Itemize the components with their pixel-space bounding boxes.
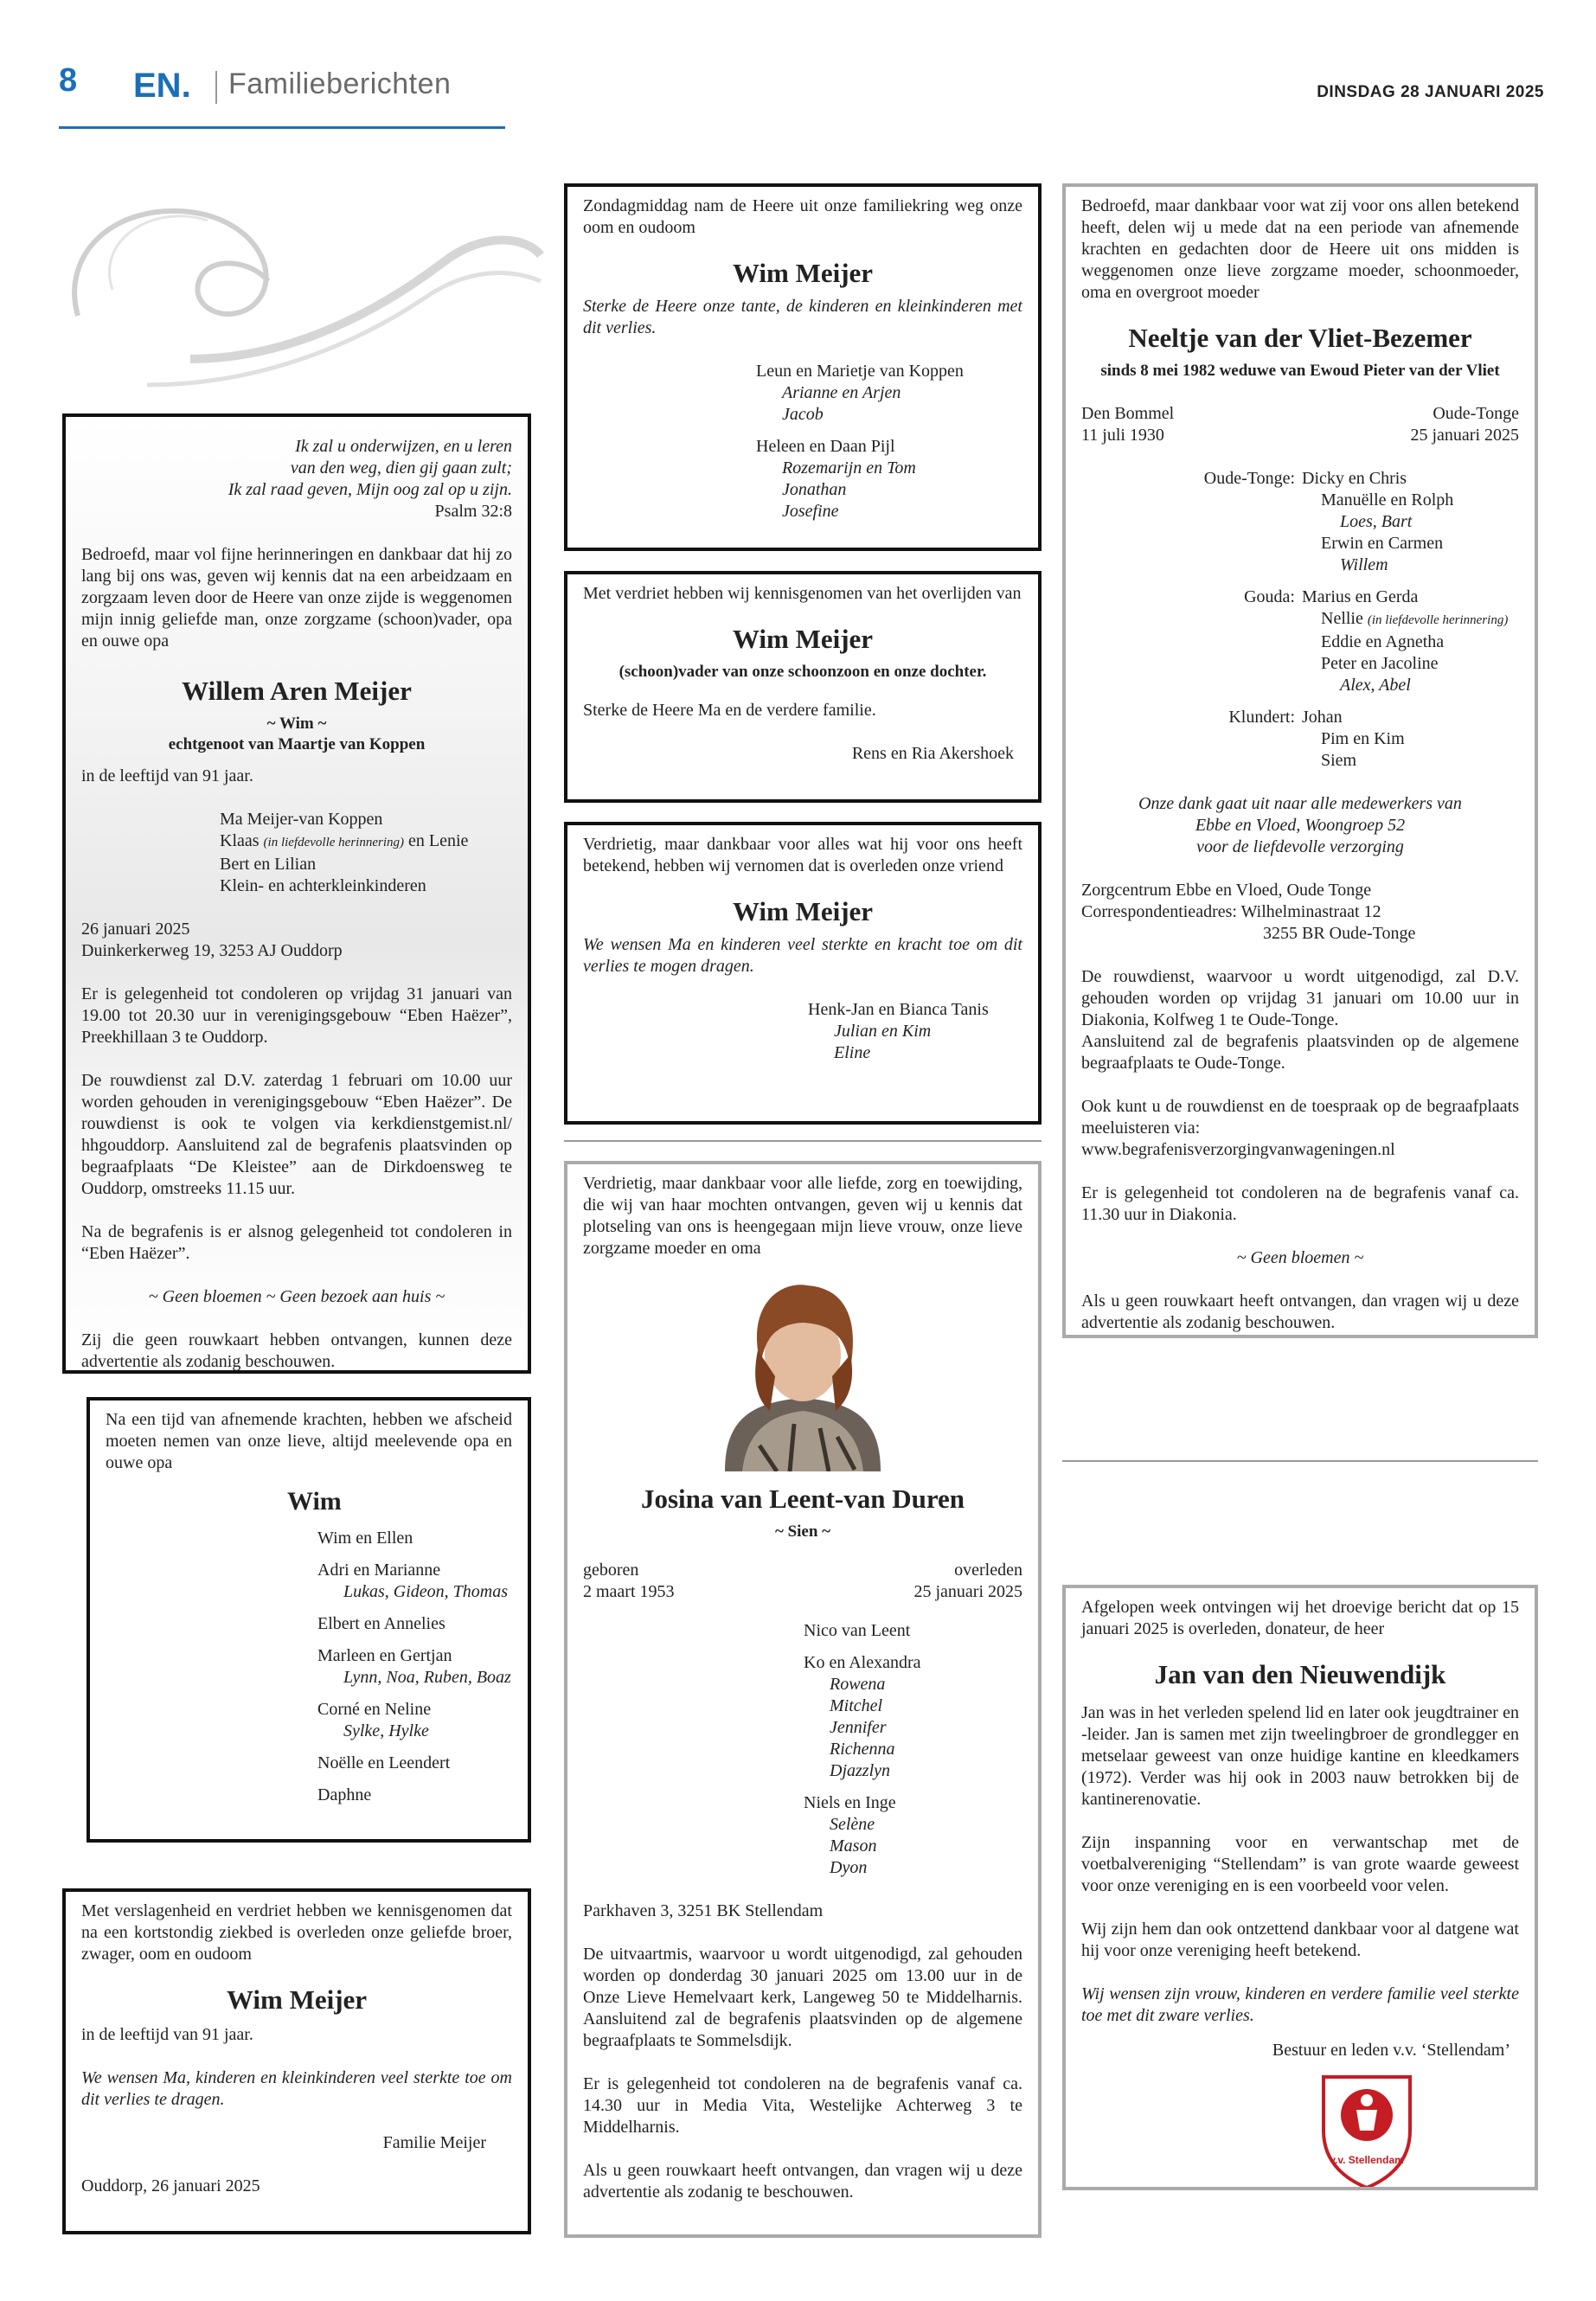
- parents: Corné en Neline: [317, 1700, 432, 1719]
- intro-text: Met verdriet hebben wij kennisgenomen van het overlijden van: [583, 584, 1022, 603]
- closing-text: Zij die geen rouwkaart hebben ontvangen, kunnen deze advertentie als zodanig beschouwen.: [81, 1330, 512, 1371]
- widow-line: sinds 8 mei 1982 weduwe van Ewoud Pieter van der Vliet: [1100, 362, 1500, 380]
- family-group: [317, 1753, 512, 1774]
- kid: Eline: [834, 1043, 871, 1062]
- psalm-line: van den weg, dien gij gaan zult;: [290, 458, 512, 478]
- paragraph: Zijn inspanning voor en verwantschap met de voetbalvereniging “Stellendam” is van grote waarde geweest voor onze vereniging en is een voorbeeld voor velen.: [1081, 1833, 1519, 1895]
- family-name: Klaas: [220, 831, 260, 850]
- family-line: Marius en Gerda: [1302, 587, 1419, 606]
- intro-text: Verdrietig, maar dankbaar voor alles wat hij voor ons heeft betekend, hebben wij vernomen dat is overleden onze vriend: [583, 835, 1022, 875]
- wish-text: We wensen Ma en kinderen veel sterkte en kracht toe om dit verlies te mogen dragen.: [583, 935, 1022, 976]
- kid: Selène: [830, 1815, 875, 1834]
- born-date: 2 maart 1953: [583, 1582, 675, 1601]
- died-label: overleden: [954, 1561, 1022, 1580]
- swirl-ornament: [61, 186, 545, 394]
- nickname: ~ Wim ~: [266, 715, 327, 733]
- obituary-josina-van-leent: [564, 1161, 1042, 2238]
- intro-text: Met verslagenheid en verdriet hebben we kennisgenomen dat na een kortstondig ziekbed is overleden onze geliefde broer, zwager, oom en oudoom: [81, 1901, 512, 1964]
- address-line: Duinkerkerweg 19, 3253 AJ Ouddorp: [81, 941, 343, 960]
- header-rule: [59, 126, 505, 129]
- paragraph: Jan was in het verleden spelend lid en later ook jeugdtrainer en -leider. Jan is samen met zijn tweelingbroer de grondlegger en metselaar geweest van onze huidige kantine en kleedkamers (1972). Verder was hij ook in 2003 nauw betrokken bij de kantinerenovatie.: [1081, 1703, 1519, 1809]
- intro-text: Na een tijd van afnemende krachten, hebben we afscheid moeten nemen van onze lieve, altijd meelevende opa en ouwe opa: [106, 1410, 512, 1472]
- memory-note: (in liefdevolle herinnering): [1367, 613, 1509, 627]
- intro-text: Zondagmiddag nam de Heere uit onze familiekring weg onze oom en oudoom: [583, 196, 1022, 237]
- family-place: Oude-Tonge:: [1203, 469, 1295, 488]
- kid: Julian en Kim: [834, 1022, 932, 1041]
- obituary-willem-aren-meijer: [62, 413, 531, 1374]
- no-flowers: ~ Geen bloemen ~ Geen bezoek aan huis ~: [148, 1287, 445, 1306]
- family-line: [1321, 608, 1519, 631]
- wish-text: Wij wensen zijn vrouw, kinderen en verdere familie veel sterkte toe met dit zware verlies.: [1081, 1984, 1519, 2025]
- service-text: De rouwdienst zal D.V. zaterdag 1 februari om 10.00 uur worden gehouden in verenigingsgebouw “Eben Haëzer”. De rouwdienst is ook te volgen via kerkdienstgemist.nl/ hhgouddorp. Aansluitend zal de begrafenis plaatsvinden op begraafplaats “De Kleistee” aan de Dirkdoensweg te Ouddorp, omstreeks 11.15 uur.: [81, 1071, 512, 1198]
- deceased-name: Josina van Leent-van Duren: [640, 1484, 965, 1514]
- obituary-wim-meijer-tanis: [564, 822, 1042, 1125]
- service-text: De uitvaartmis, waarvoor u wordt uitgenodigd, zal gehouden worden op donderdag 30 januari 2025 om 13.00 uur in de Onze Lieve Hemelvaart kerk, Langeweg 50 te Middelharnis. Aansluitend zal de begrafenis plaatsvinden op de algemene begraafplaats te Sommelsdijk.: [583, 1945, 1022, 2050]
- parents: Adri en Marianne: [317, 1561, 441, 1580]
- parents: Ko en Alexandra: [804, 1653, 921, 1672]
- family-line: Peter en Jacoline: [1321, 654, 1439, 673]
- thanks-line: Ebbe en Vloed, Woongroep 52: [1195, 816, 1406, 835]
- parents: Leun en Marietje van Koppen: [756, 362, 964, 381]
- listen-text: Ook kunt u de rouwdienst en de toespraak op de begraafplaats meeluisteren via:: [1081, 1097, 1519, 1138]
- nickname: ~ Sien ~: [774, 1522, 831, 1541]
- intro-text: Bedroefd, maar vol fijne herinneringen en dankbaar dat hij zo lang bij ons was, geven wij kennis dat na een arbeidzaam en zorgzaam leven door de Heere van onze zijde is weggenomen mijn innig geliefde man, onze zorgzame (schoon)vader, opa en ouwe opa: [81, 545, 512, 651]
- born-label: geboren: [583, 1561, 639, 1580]
- wish-text: Sterke de Heere Ma en de verdere familie.: [583, 701, 876, 720]
- date-line: 26 januari 2025: [81, 920, 190, 939]
- family-line: Johan: [1302, 708, 1343, 727]
- kid: Djazzlyn: [830, 1761, 890, 1780]
- obituary-jan-van-den-nieuwendijk: [1062, 1585, 1538, 2190]
- paragraph: Wij zijn hem dan ook ontzettend dankbaar voor al datgene wat hij voor onze vereniging heeft betekend.: [1081, 1920, 1519, 1960]
- parents: Heleen en Daan Pijl: [756, 437, 895, 456]
- family-line: Alex, Abel: [1340, 676, 1411, 695]
- age-line: in de leeftijd van 91 jaar.: [81, 766, 253, 785]
- family-line: Klein- en achterkleinkinderen: [220, 876, 426, 895]
- portrait-photo: [708, 1272, 898, 1471]
- burial-text: Aansluitend zal de begrafenis plaatsvinden op de algemene begraafplaats te Oude-Tonge.: [1081, 1032, 1519, 1073]
- en-logo-text: EN.: [133, 69, 191, 100]
- family-line: [220, 830, 512, 854]
- kid: Josefine: [782, 502, 839, 521]
- family-group: [317, 1699, 512, 1742]
- club-logo-text: v.v. Stellendam: [1330, 2154, 1404, 2166]
- deceased-name: Wim Meijer: [732, 258, 874, 288]
- deceased-name: Willem Aren Meijer: [182, 676, 412, 706]
- family-name: Nellie: [1321, 609, 1363, 628]
- parents: Elbert en Annelies: [317, 1614, 445, 1633]
- family-group: [317, 1560, 512, 1603]
- place-date: Ouddorp, 26 januari 2025: [81, 2176, 260, 2195]
- obituary-wim-meijer-oom: [564, 183, 1042, 551]
- kid: Richenna: [830, 1740, 895, 1759]
- family-group: [317, 1613, 512, 1635]
- listen-url[interactable]: www.begrafenisverzorgingvanwageningen.nl: [1081, 1140, 1395, 1159]
- condolence-text: Er is gelegenheid tot condoleren na de begrafenis vanaf ca. 14.30 uur in Media Vita, Westelijke Achterweg 3 te Middelharnis.: [583, 2074, 1022, 2137]
- spouse-line: echtgenoot van Maartje van Koppen: [168, 735, 426, 753]
- family-line: Siem: [1321, 751, 1357, 770]
- kid: Rowena: [830, 1675, 886, 1694]
- intro-text: Afgelopen week ontvingen wij het droevige bericht dat op 15 januari 2025 is overleden, donateur, de heer: [1081, 1598, 1519, 1638]
- family-group: [317, 1528, 512, 1549]
- family-group: [317, 1645, 512, 1689]
- intro-text: Verdrietig, maar dankbaar voor alle liefde, zorg en toewijding, die wij van haar mochten ontvangen, geven wij u kennis dat plotseling van ons is heengegaan mijn lieve vrouw, onze lieve zorgzame moeder en oma: [583, 1174, 1022, 1258]
- died-place: Oude-Tonge: [1433, 404, 1519, 423]
- column-rule: [1062, 1460, 1538, 1462]
- thanks-line: Onze dank gaat uit naar alle medewerkers van: [1138, 794, 1462, 813]
- family-line: Willem: [1340, 555, 1388, 574]
- header-separator: [215, 71, 217, 104]
- age-line: in de leeftijd van 91 jaar.: [81, 2025, 253, 2044]
- wish-text: Sterke de Heere onze tante, de kinderen en kleinkinderen met dit verlies.: [583, 297, 1022, 337]
- intro-text: Bedroefd, maar dankbaar voor wat zij voor ons allen betekend heeft, delen wij u mede dat na een periode van afnemende krachten en gedachten door de Heere uit ons midden is weggenomen onze lieve zorgzame moeder, schoonmoeder, oma en overgroot moeder: [1081, 196, 1519, 302]
- service-text: De rouwdienst, waarvoor u wordt uitgenodigd, zal D.V. gehouden worden op vrijdag 31 januari om 10.00 uur in Diakonia, Kolfweg 1 te Oude-Tonge.: [1081, 967, 1519, 1029]
- obituary-wim-meijer-akershoek: [564, 571, 1042, 803]
- psalm-line: Ik zal u onderwijzen, en u leren: [295, 437, 512, 456]
- obituary-wim-meijer-familie: [62, 1888, 531, 2234]
- born-place: Den Bommel: [1081, 404, 1175, 423]
- parents: Nico van Leent: [804, 1621, 911, 1640]
- parents: Wim en Ellen: [317, 1529, 413, 1548]
- deceased-name: Wim Meijer: [226, 1984, 368, 2015]
- kid: Mitchel: [830, 1696, 883, 1715]
- family-place: Gouda:: [1244, 587, 1295, 606]
- kid: Mason: [830, 1836, 877, 1856]
- obituary-wim: [87, 1397, 531, 1843]
- family-line: Manuëlle en Rolph: [1321, 490, 1454, 510]
- psalm-ref: Psalm 32:8: [434, 502, 512, 521]
- deceased-name: Neeltje van der Vliet-Bezemer: [1128, 323, 1472, 353]
- deceased-name: Wim Meijer: [732, 624, 874, 654]
- relation-line: (schoon)vader van onze schoonzoon en onze dochter.: [619, 663, 987, 681]
- parents: Marleen en Gertjan: [317, 1646, 452, 1665]
- family-place: Klundert:: [1228, 708, 1295, 727]
- no-flowers: ~ Geen bloemen ~: [1236, 1248, 1364, 1267]
- psalm-line: Ik zal raad geven, Mijn oog zal op u zijn.: [228, 480, 512, 499]
- deceased-name: Jan van den Nieuwendijk: [1154, 1659, 1446, 1689]
- family-line: Ma Meijer-van Koppen: [220, 810, 383, 829]
- en-logo: [133, 69, 209, 100]
- section-title: Familieberichten: [228, 67, 452, 100]
- deceased-name: Wim: [287, 1487, 342, 1516]
- signature: Bestuur en leden v.v. ‘Stellendam’: [1272, 2041, 1510, 2060]
- family-line: Pim en Kim: [1321, 729, 1405, 748]
- kids: Lynn, Noa, Ruben, Boaz: [343, 1668, 511, 1687]
- signature: Henk-Jan en Bianca Tanis: [808, 1000, 989, 1019]
- address-line: Parkhaven 3, 3251 BK Stellendam: [583, 1901, 824, 1920]
- deceased-name: Wim Meijer: [732, 896, 874, 926]
- kid: Arianne en Arjen: [782, 383, 901, 402]
- wish-text: We wensen Ma, kinderen en kleinkinderen veel sterkte toe om dit verlies te dragen.: [81, 2068, 512, 2109]
- column-rule: [564, 1140, 1042, 1142]
- club-crest: [1315, 2070, 1419, 2190]
- parents: Niels en Inge: [804, 1793, 896, 1812]
- page-number: 8: [59, 62, 78, 99]
- family-line: Eddie en Agnetha: [1321, 632, 1445, 651]
- closing-text: Als u geen rouwkaart heeft ontvangen, dan vragen wij u deze advertentie als zodanig beschouwen.: [1081, 1292, 1519, 1332]
- family-line: Loes, Bart: [1340, 512, 1413, 531]
- issue-date: DINSDAG 28 JANUARI 2025: [1317, 83, 1544, 101]
- correspondence-postal: 3255 BR Oude-Tonge: [1263, 924, 1416, 943]
- thanks-line: voor de liefdevolle verzorging: [1196, 837, 1404, 856]
- signature: Familie Meijer: [382, 2133, 486, 2152]
- born-date: 11 juli 1930: [1081, 426, 1164, 445]
- memory-note: (in liefdevolle herinnering): [263, 836, 404, 849]
- family-line: Dicky en Chris: [1302, 469, 1407, 488]
- family-line: Erwin en Carmen: [1321, 534, 1444, 553]
- kid: Rozemarijn en Tom: [782, 458, 916, 478]
- family-name: en Lenie: [408, 831, 469, 850]
- kid: Dyon: [830, 1858, 868, 1877]
- parents: Daphne: [317, 1785, 372, 1804]
- signature: Rens en Ria Akershoek: [851, 744, 1014, 763]
- family-line: Bert en Lilian: [220, 855, 317, 874]
- obituary-neeltje-van-der-vliet: [1062, 183, 1538, 1338]
- died-date: 25 januari 2025: [1410, 426, 1519, 445]
- died-date: 25 januari 2025: [913, 1582, 1022, 1601]
- after-text: Na de begrafenis is er alsnog gelegenheid tot condoleren in “Eben Haëzer”.: [81, 1222, 512, 1263]
- correspondence-address: Correspondentieadres: Wilhelminastraat 12: [1081, 902, 1381, 921]
- kid: Jacob: [782, 405, 824, 424]
- kid: Jennifer: [830, 1718, 887, 1737]
- kids: Sylke, Hylke: [343, 1721, 429, 1740]
- kids: Lukas, Gideon, Thomas: [343, 1582, 509, 1601]
- condolence-text: Er is gelegenheid tot condoleren op vrijdag 31 januari van 19.00 tot 20.30 uur in verenigingsgebouw “Eben Haëzer”, Preekhillaan 3 te Ouddorp.: [81, 984, 512, 1047]
- care-center: Zorgcentrum Ebbe en Vloed, Oude Tonge: [1081, 881, 1372, 900]
- kid: Jonathan: [782, 480, 847, 499]
- closing-text: Als u geen rouwkaart heeft ontvangen, dan vragen wij u deze advertentie als zodanig te beschouwen.: [583, 2161, 1022, 2202]
- family-group: [317, 1785, 512, 1806]
- parents: Noëlle en Leendert: [317, 1753, 451, 1772]
- condolence-text: Er is gelegenheid tot condoleren na de begrafenis vanaf ca. 11.30 uur in Diakonia.: [1081, 1183, 1519, 1224]
